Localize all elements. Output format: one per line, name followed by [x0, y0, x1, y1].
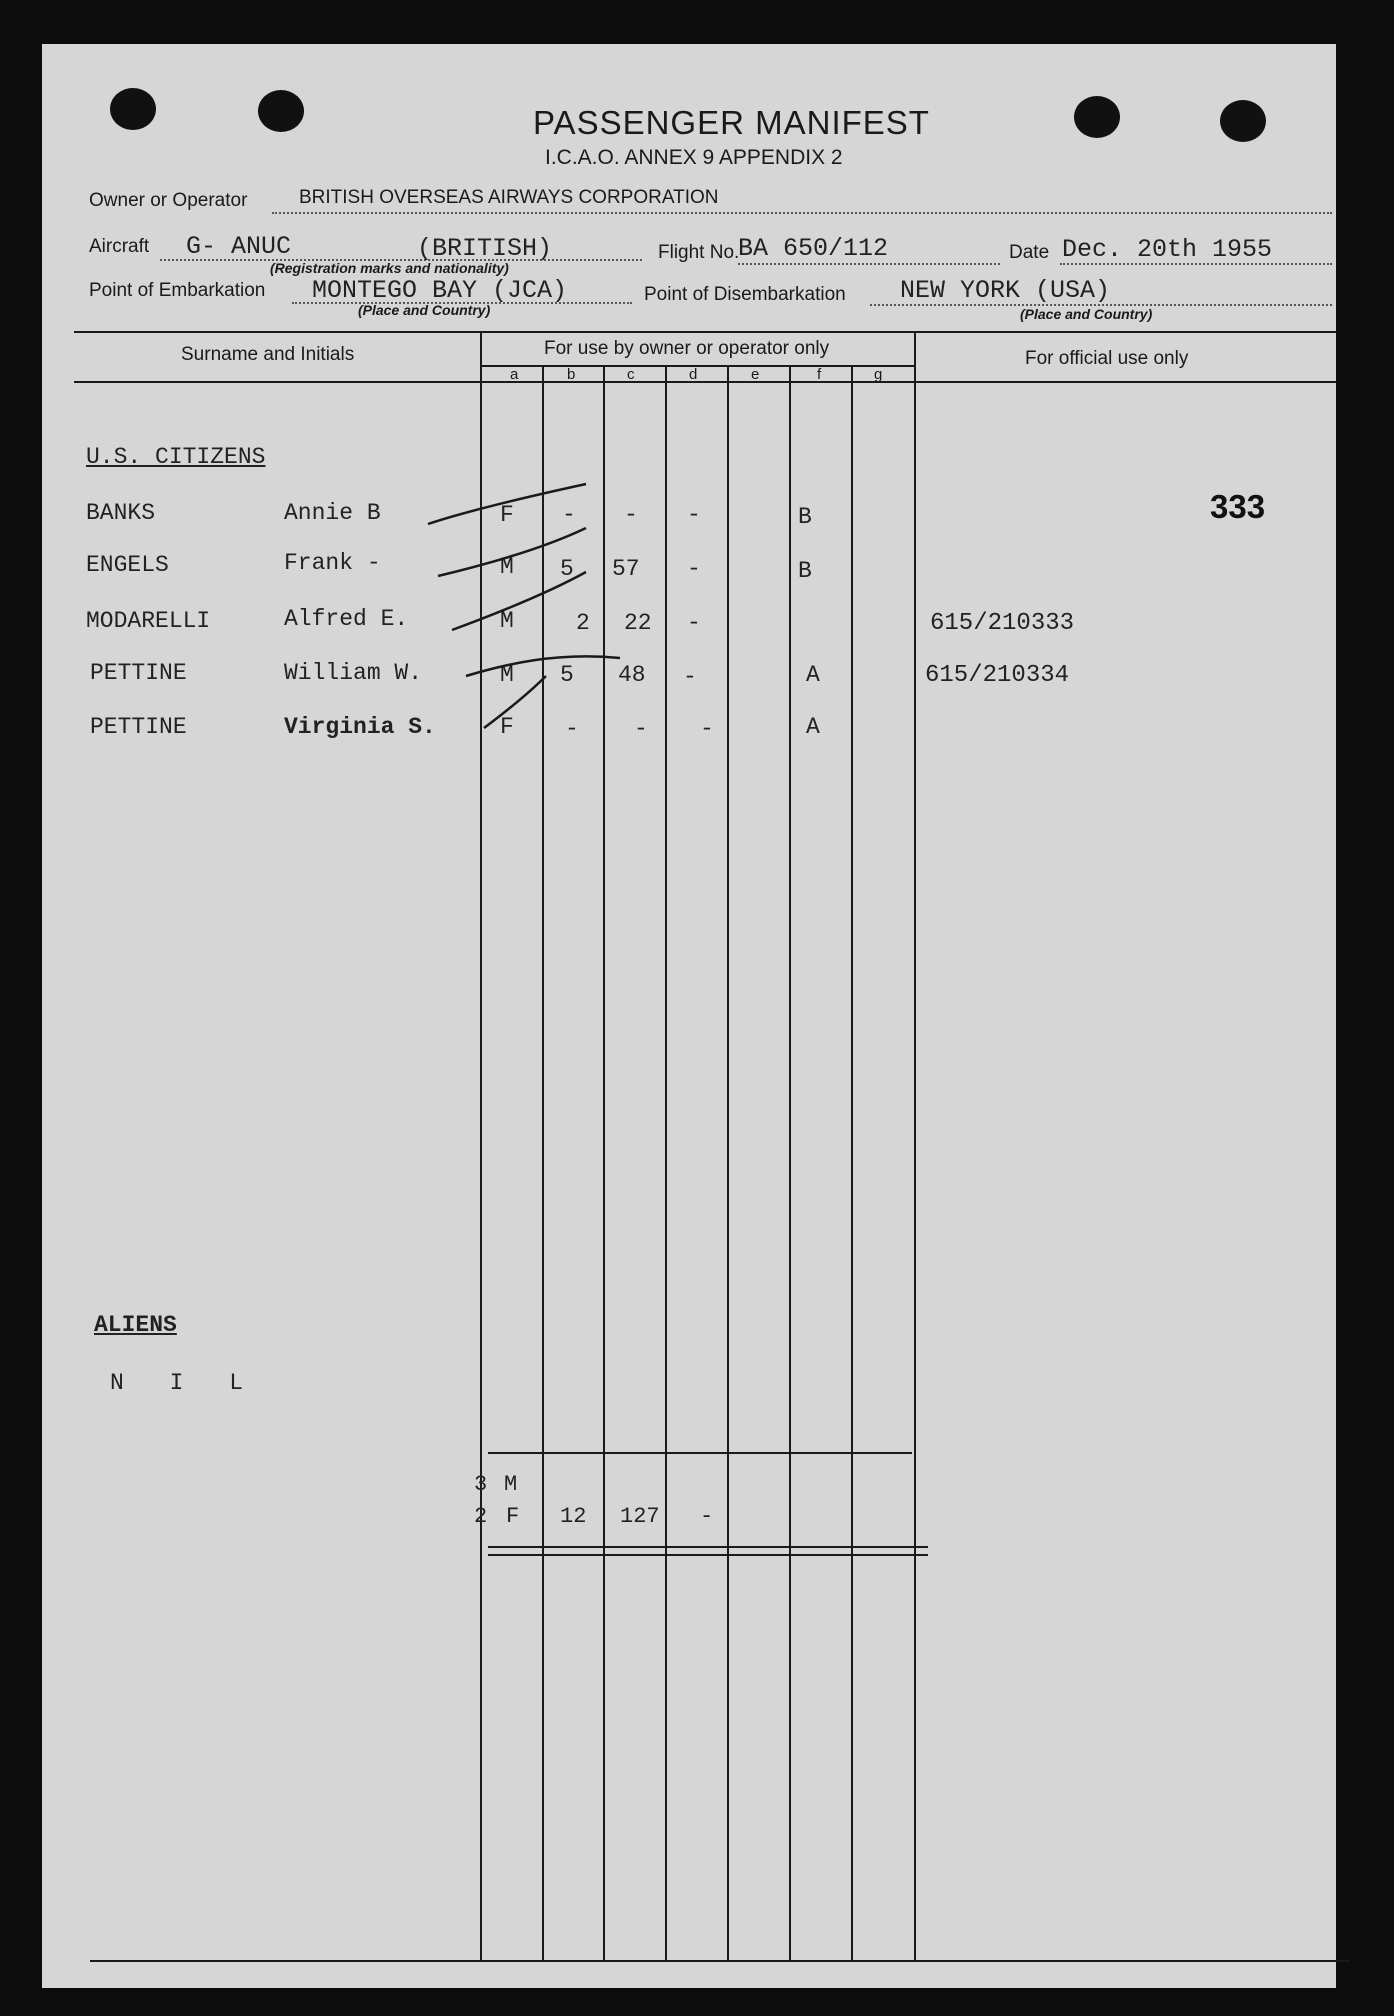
passenger-col-f: A [806, 662, 820, 688]
passenger-given-name: Frank - [284, 550, 381, 576]
table-header-rule [74, 381, 1336, 383]
passenger-col-c: 57 [612, 556, 640, 582]
column-rule [727, 366, 729, 1961]
column-rule [603, 366, 605, 1961]
official-use-header: For official use only [1025, 348, 1189, 369]
totals-double-rule [488, 1546, 928, 1548]
column-g-header: g [874, 366, 883, 383]
punch-hole-left-1 [110, 88, 156, 130]
us-citizens-heading: U.S. CITIZENS [86, 444, 266, 470]
column-rule [542, 366, 544, 1961]
passenger-official: 615/210333 [930, 610, 1075, 637]
passenger-surname: BANKS [86, 500, 156, 526]
total-col-d: - [700, 1504, 714, 1529]
page-number: 333 [1210, 488, 1266, 525]
total-col-c: 127 [620, 1504, 660, 1529]
column-rule [851, 366, 853, 1961]
column-b-header: b [567, 366, 576, 383]
passenger-col-f: B [798, 558, 812, 584]
passenger-col-d: - [700, 716, 714, 742]
passenger-col-d: - [687, 502, 701, 528]
passenger-official: 615/210334 [925, 662, 1070, 689]
passenger-col-c: 48 [618, 662, 646, 688]
passenger-col-d: - [687, 556, 701, 582]
passenger-col-b: 5 [560, 662, 574, 688]
column-a-header: a [510, 366, 519, 383]
passenger-col-d: - [683, 664, 697, 690]
passenger-col-b: - [565, 716, 579, 742]
column-rule [480, 331, 482, 1961]
passenger-col-b: 5 [560, 556, 574, 582]
column-rule [914, 331, 916, 1961]
column-d-header: d [689, 366, 698, 383]
total-col-b: 12 [560, 1504, 587, 1529]
owner-value: BRITISH OVERSEAS AIRWAYS CORPORATION [299, 187, 719, 208]
aircraft-nationality: (BRITISH) [417, 234, 553, 263]
manifest-page [42, 44, 1336, 1988]
passenger-col-b: - [562, 502, 576, 528]
punch-hole-right-1 [1074, 96, 1120, 138]
totals-top-rule [488, 1452, 912, 1454]
owner-use-header: For use by owner or operator only [544, 338, 830, 359]
total-female-count: 2 [474, 1504, 488, 1529]
aircraft-hint: (Registration marks and nationality) [270, 260, 509, 276]
column-e-header: e [751, 366, 760, 383]
passenger-col-c: 22 [624, 610, 652, 636]
disembarkation-value: NEW YORK (USA) [900, 276, 1111, 305]
passenger-surname: ENGELS [86, 552, 169, 578]
passenger-col-c: - [634, 716, 648, 742]
aircraft-value: G- ANUC [186, 232, 292, 261]
passenger-given-name: William W. [284, 660, 423, 686]
passenger-surname: MODARELLI [86, 608, 211, 634]
surname-header: Surname and Initials [181, 344, 355, 365]
table-top-rule [74, 331, 1336, 333]
column-rule [789, 366, 791, 1961]
page-bottom-rule [90, 1960, 1350, 1962]
column-f-header: f [817, 366, 822, 383]
total-male-label: M [504, 1472, 518, 1497]
passenger-col-a: M [500, 608, 514, 634]
passenger-col-c: - [624, 502, 638, 528]
flight-label: Flight No. [658, 242, 740, 263]
flight-value: BA 650/112 [738, 234, 889, 263]
passenger-given-name: Alfred E. [284, 606, 409, 632]
passenger-col-a: M [500, 662, 514, 688]
total-female-label: F [506, 1504, 520, 1529]
passenger-surname: PETTINE [90, 660, 187, 686]
punch-hole-left-2 [258, 90, 304, 132]
embarkation-hint: (Place and Country) [358, 302, 491, 318]
passenger-col-a: M [500, 554, 514, 580]
embarkation-label: Point of Embarkation [89, 280, 266, 301]
manifest-subtitle: I.C.A.O. ANNEX 9 APPENDIX 2 [545, 146, 843, 169]
date-label: Date [1009, 242, 1050, 263]
passenger-col-f: A [806, 714, 820, 740]
aliens-value: N I L [110, 1370, 260, 1396]
passenger-col-a: F [500, 714, 514, 740]
manifest-title: PASSENGER MANIFEST [533, 104, 930, 141]
column-c-header: c [627, 366, 635, 383]
passenger-col-a: F [500, 502, 514, 528]
passenger-col-d: - [687, 610, 701, 636]
aircraft-label: Aircraft [89, 236, 150, 257]
punch-hole-right-2 [1220, 100, 1266, 142]
disembarkation-label: Point of Disembarkation [644, 284, 846, 305]
date-value: Dec. 20th 1955 [1062, 235, 1273, 264]
total-male-count: 3 [474, 1472, 488, 1497]
passenger-surname: PETTINE [90, 714, 187, 740]
disembarkation-hint: (Place and Country) [1020, 306, 1153, 322]
passenger-col-f: B [798, 504, 812, 530]
owner-label: Owner or Operator [89, 190, 248, 211]
passenger-col-b: 2 [576, 610, 590, 636]
passenger-given-name: Virginia S. [284, 714, 436, 740]
aliens-heading: ALIENS [94, 1312, 177, 1338]
passenger-given-name: Annie B [284, 500, 381, 526]
embarkation-value: MONTEGO BAY (JCA) [312, 276, 568, 305]
column-rule [665, 366, 667, 1961]
